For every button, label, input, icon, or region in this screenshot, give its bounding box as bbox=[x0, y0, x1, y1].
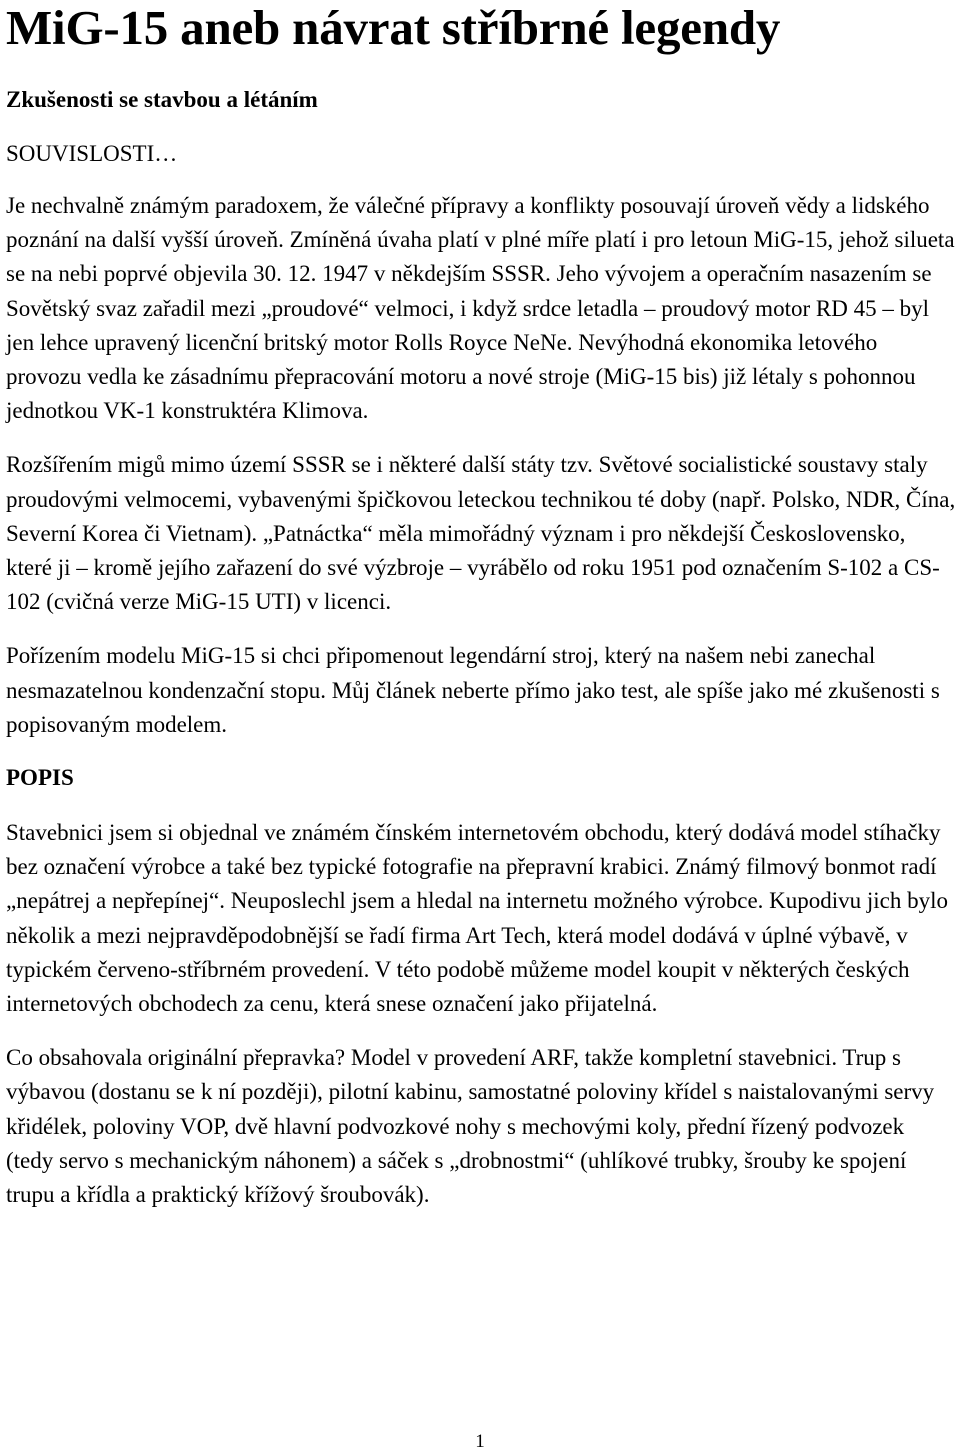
document-title: MiG-15 aneb návrat stříbrné legendy bbox=[6, 0, 781, 55]
paragraph-expansion: Rozšířením migů mimo území SSSR se i některé další státy tzv. Světové socialistické soustavy staly proudovými velmocemi, vybavenými špičkovou leteckou technikou té doby (např. Polsko, NDR, Čína, Severní Korea či Vietnam). „Patnáctka“ měla mimořádný význam i pro někdejší Československo, které ji – kromě jejího zařazení do své výzbroje – vyrábělo od roku 1951 pod označením S-102 a CS-102 (cvičná verze MiG-15 UTI) v licenci. bbox=[6, 452, 956, 615]
document-page bbox=[6, 0, 956, 1212]
paragraph-contents: Co obsahovala originální přepravka? Model v provedení ARF, takže kompletní stavebnici. Trup s výbavou (dostanu se k ní později), pilotní kabinu, samostatné poloviny křídel s naistalovanými servy křidélek, poloviny VOP, dvě hlavní podvozkové nohy s mechovými koly, přední řízený podvozek (tedy servo s mechanickým náhonem) a sáček s „drobnostmi“ (uhlíkové trubky, šrouby ke spojení trupu a křídla a praktický křížový šroubovák). bbox=[6, 1045, 935, 1208]
paragraph-motivation: Pořízením modelu MiG-15 si chci připomenout legendární stroj, který na našem nebi zanechal nesmazatelnou kondenzační stopu. Můj článek neberte přímo jako test, ale spíše jako mé zkušenosti s popisovaným modelem. bbox=[6, 643, 940, 737]
paragraph-intro: Je nechvalně známým paradoxem, že válečné přípravy a konflikty posouvají úroveň vědy a lidského poznání na další vyšší úroveň. Zmíněná úvaha platí v plné míře platí i pro letoun MiG-15, jehož silueta se na nebi poprvé objevila 30. 12. 1947 v někdejším SSSR. Jeho vývojem a operačním nasazením se Sovětský svaz zařadil mezi „proudové“ velmoci, i když srdce letadla – proudový motor RD 45 – byl jen lehce upravený licenční britský motor Rolls Royce NeNe. Nevýhodná ekonomika letového provozu vedla ke zásadnímu přepracování motoru a nové stroje (MiG-15 bis) již létaly s pohonnou jednotkou VK-1 konstruktéra Klimova. bbox=[6, 193, 955, 424]
section-heading-popis: POPIS bbox=[6, 765, 74, 791]
paragraph-purchase: Stavebnici jsem si objednal ve známém čínském internetovém obchodu, který dodává model stíhačky bez označení výrobce a také bez typické fotografie na přepravní krabici. Známý filmový bonmot radí „nepátrej a nepřepínej“. Neuposlechl jsem a hledal na internetu možného výrobce. Kupodivu jich bylo několik a mezi nejpravděpodobnější se řadí firma Art Tech, která model dodává v úplné výbavě, v typickém červeno-stříbrném provedení. V této podobě můžeme model koupit v některých českých internetových obchodech za cenu, která snese označení jako přijatelná. bbox=[6, 820, 949, 1017]
document-subtitle: Zkušenosti se stavbou a létáním bbox=[6, 87, 318, 112]
page-number: 1 bbox=[475, 1431, 485, 1452]
section-heading-souvislosti: SOUVISLOSTI… bbox=[6, 141, 178, 166]
